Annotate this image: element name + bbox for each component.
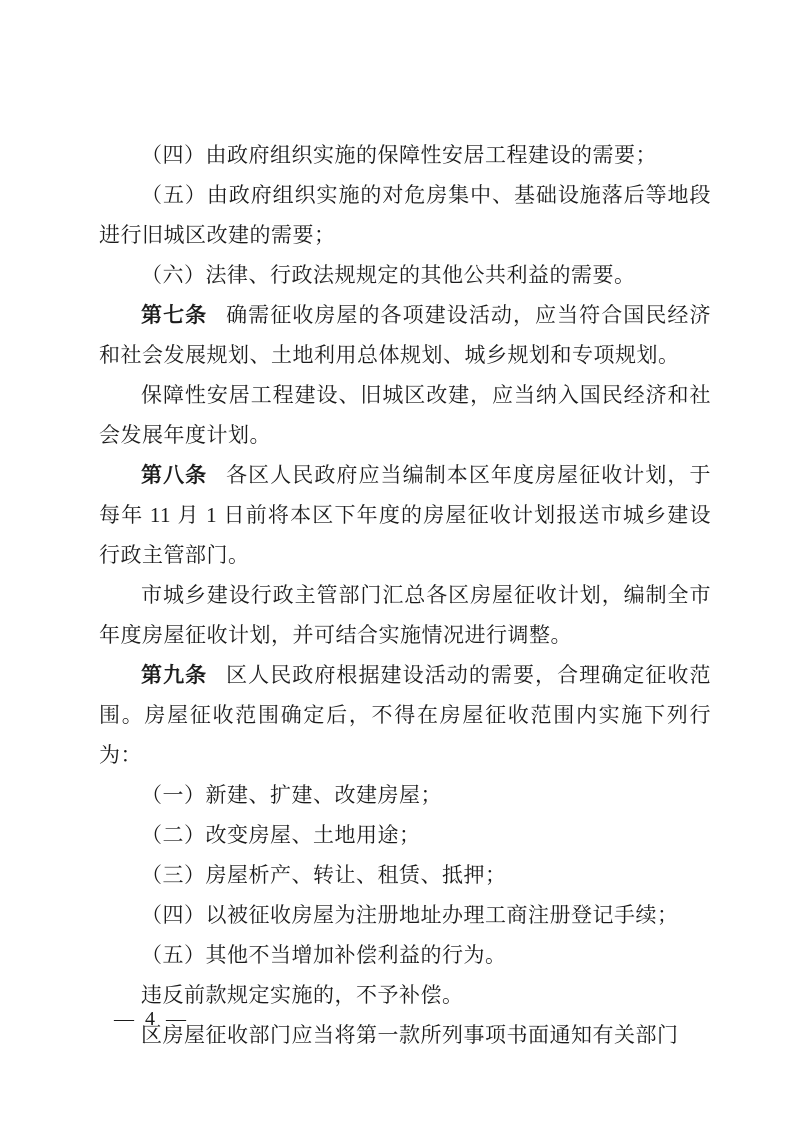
document-body: [99, 135, 711, 1055]
list-item: [99, 775, 711, 815]
paragraph-text: 确需征收房屋的各项建设活动，应当符合国民经济和社会发展规划、土地利用总体规划、城乡规划和专项规划。: [99, 303, 711, 367]
list-item: [99, 895, 711, 935]
paragraph: [99, 975, 711, 1015]
paragraph-text: 区人民政府根据建设活动的需要，合理确定征收范围。房屋征收范围确定后，不得在房屋征收范围内实施下列行为：: [99, 663, 711, 767]
paragraph-text: （二）改变房屋、土地用途；: [141, 823, 421, 847]
paragraph: [99, 255, 711, 295]
paragraph-text: 各区人民政府应当编制本区年度房屋征收计划，于每年 11 月 1 日前将本区下年度的房屋征收计划报送市城乡建设行政主管部门。: [99, 463, 711, 567]
paragraph-text: 保障性安居工程建设、旧城区改建，应当纳入国民经济和社会发展年度计划。: [99, 383, 711, 447]
list-item: [99, 935, 711, 975]
paragraph-text: （五）由政府组织实施的对危房集中、基础设施落后等地段进行旧城区改建的需要；: [99, 183, 711, 247]
paragraph: [99, 375, 711, 455]
paragraph: [99, 175, 711, 255]
list-item: [99, 815, 711, 855]
paragraph: [99, 575, 711, 655]
paragraph-text: 违反前款规定实施的，不予补偿。: [141, 983, 464, 1007]
paragraph-text: （六）法律、行政法规规定的其他公共利益的需要。: [141, 263, 636, 287]
page-number: — 4 —: [114, 1008, 189, 1030]
paragraph-text: （一）新建、扩建、改建房屋；: [141, 783, 442, 807]
paragraph-article-8: [99, 455, 711, 575]
list-item: [99, 855, 711, 895]
clause-number: 第七条: [141, 303, 208, 327]
paragraph-article-7: [99, 295, 711, 375]
paragraph-article-9: [99, 655, 711, 775]
paragraph-text: 区房屋征收部门应当将第一款所列事项书面通知有关部门: [141, 1023, 679, 1047]
paragraph-text: （四）由政府组织实施的保障性安居工程建设的需要；: [141, 143, 657, 167]
clause-number: 第八条: [141, 463, 208, 487]
paragraph: [99, 1015, 711, 1055]
clause-number: 第九条: [141, 663, 208, 687]
paragraph-text: （五）其他不当增加补偿利益的行为。: [141, 943, 507, 967]
paragraph-text: 市城乡建设行政主管部门汇总各区房屋征收计划，编制全市年度房屋征收计划，并可结合实施情况进行调整。: [99, 583, 711, 647]
paragraph-text: （四）以被征收房屋为注册地址办理工商注册登记手续；: [141, 903, 679, 927]
paragraph: [99, 135, 711, 175]
paragraph-text: （三）房屋析产、转让、租赁、抵押；: [141, 863, 507, 887]
